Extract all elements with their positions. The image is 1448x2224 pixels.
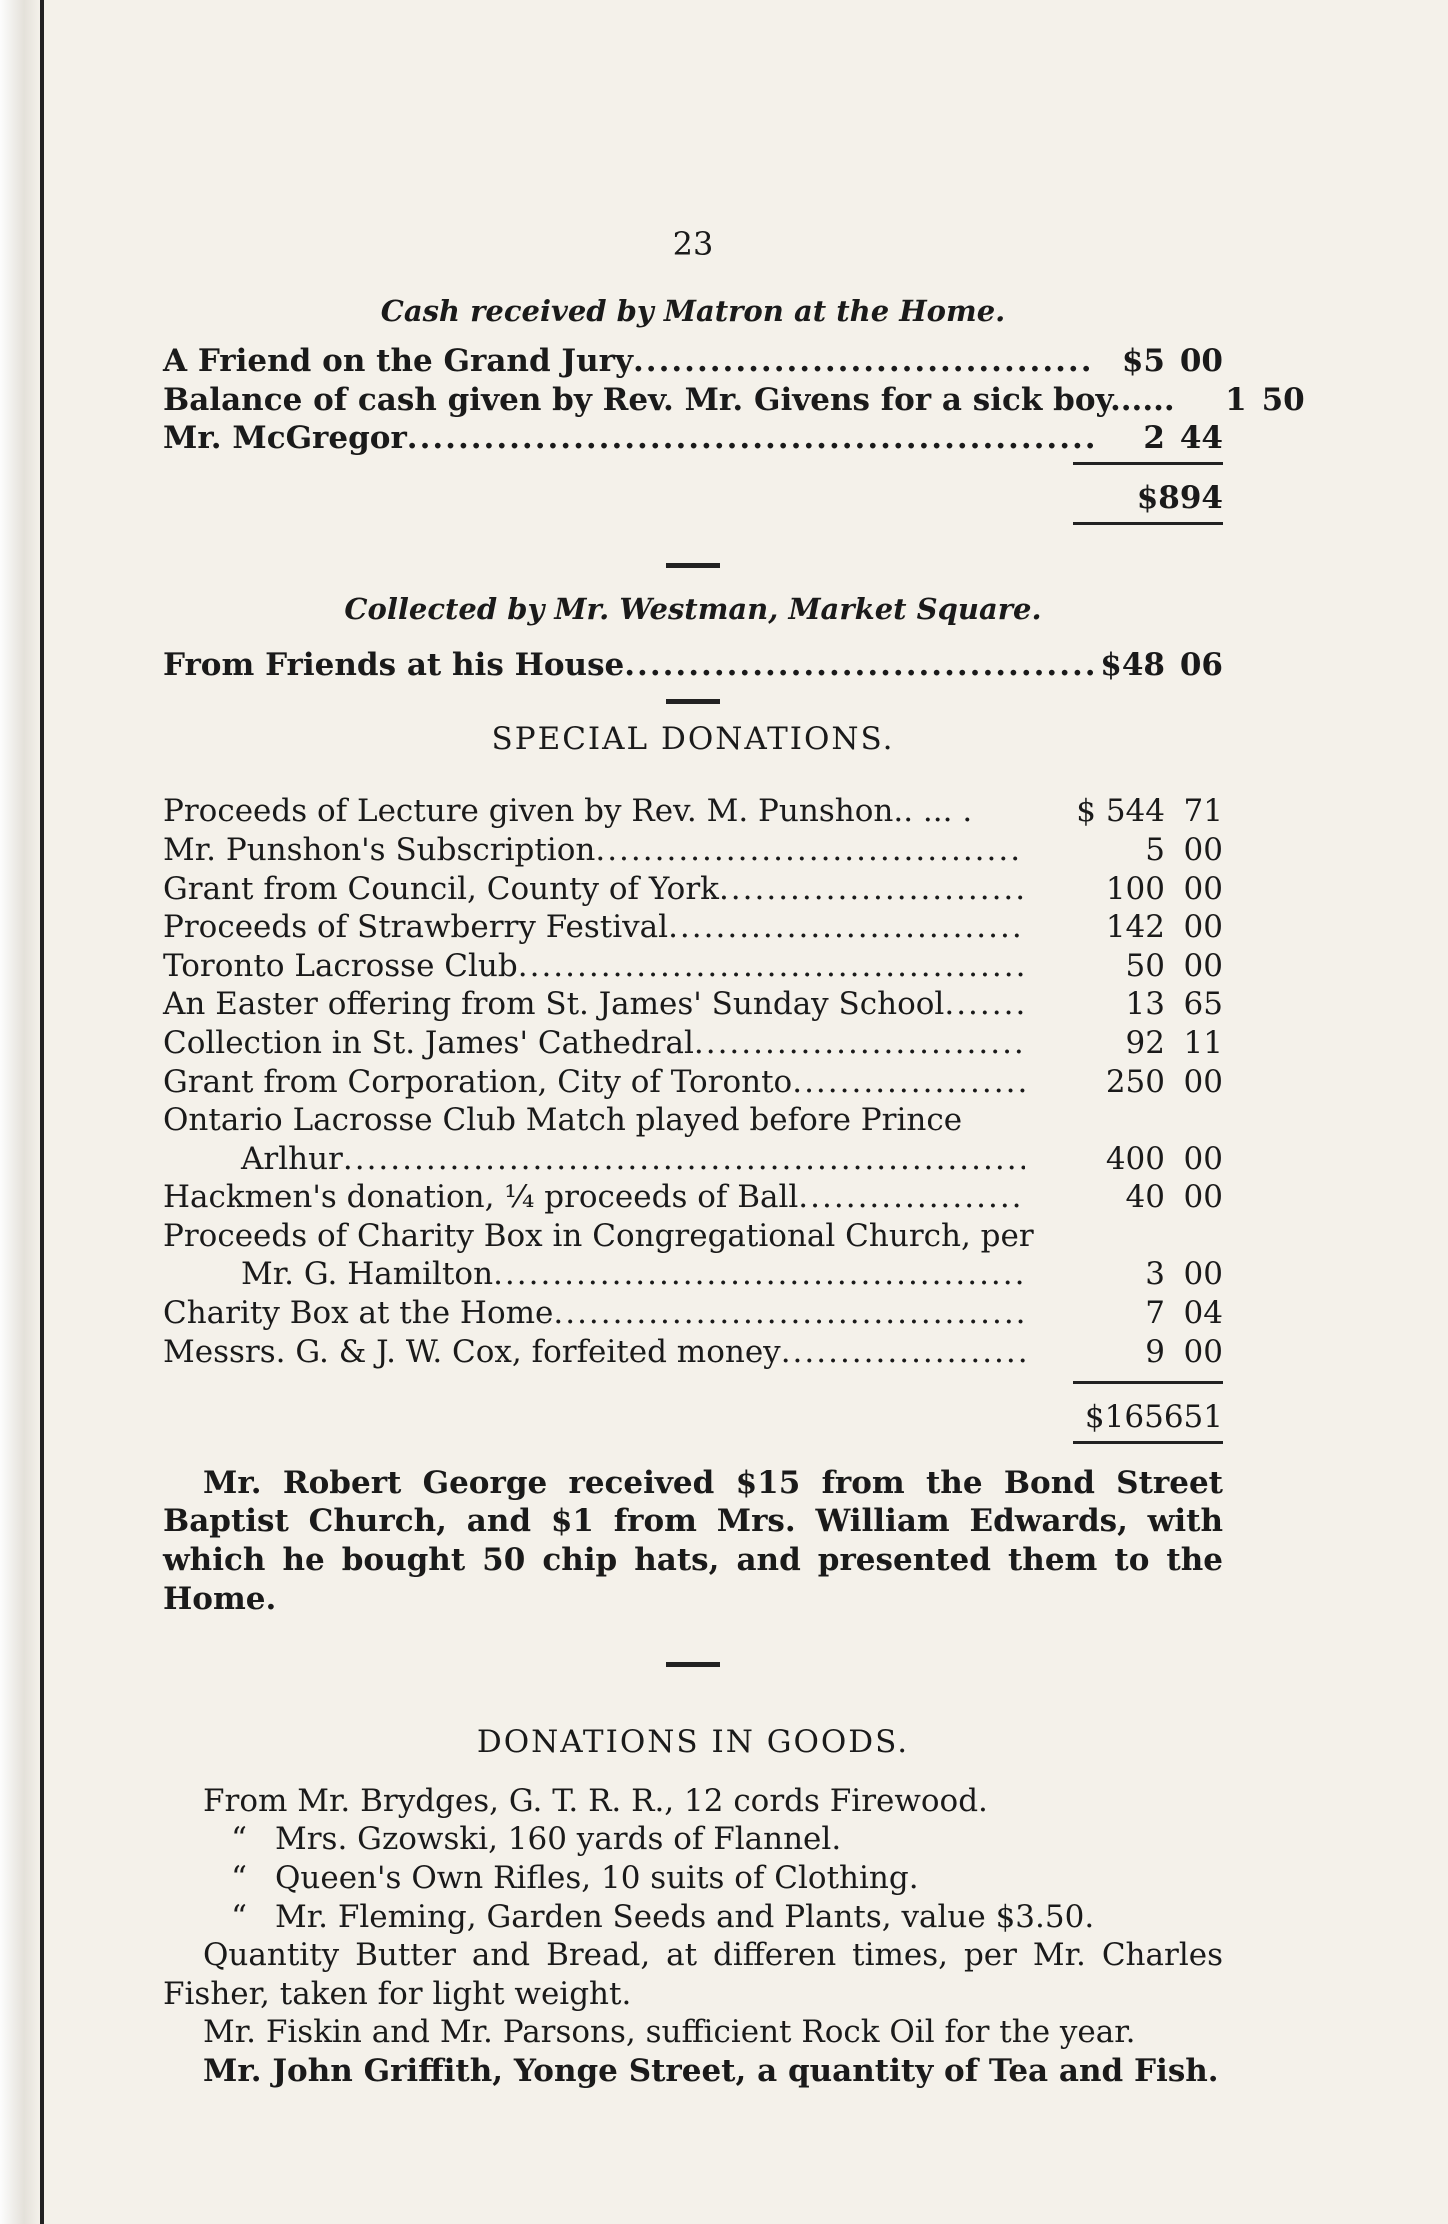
ledger-row bbox=[163, 1140, 1223, 1179]
westman-heading: Collected by Mr. Westman, Market Square. bbox=[344, 591, 1042, 626]
ledger-label: Grant from Council, County of York bbox=[163, 870, 719, 907]
goods-item-text: Queen's Own Rifles, 10 suits of Clothing. bbox=[275, 1860, 919, 1896]
total-rule bbox=[163, 522, 1223, 525]
amount-cents: 50 bbox=[1261, 381, 1305, 418]
ledger-row bbox=[163, 908, 1223, 947]
ledger-row bbox=[163, 381, 1305, 420]
ledger-row bbox=[163, 985, 1223, 1024]
ledger-row bbox=[163, 646, 1223, 685]
ledger-amount bbox=[1025, 792, 1223, 831]
ledger-row bbox=[163, 1101, 1223, 1140]
goods-heading: DONATIONS IN GOODS. bbox=[476, 1724, 910, 1761]
ledger-amount bbox=[1025, 1063, 1223, 1102]
goods-ditto-list bbox=[163, 1820, 1223, 1936]
section-divider bbox=[666, 1662, 720, 1667]
amount-cents: 00 bbox=[1183, 1179, 1223, 1216]
ledger-amount bbox=[1093, 419, 1223, 458]
leader-dots bbox=[792, 1063, 1025, 1102]
total-dollars: $8 bbox=[1136, 479, 1180, 516]
amount-cents: 00 bbox=[1183, 1063, 1223, 1100]
amount-dollars: 1 bbox=[1225, 381, 1247, 418]
ledger-label: An Easter offering from St. James' Sunday School bbox=[163, 986, 945, 1023]
ditto-mark: “ bbox=[231, 1898, 247, 1935]
ledger-label: Collection in St. James' Cathedral bbox=[163, 1024, 694, 1061]
amount-dollars: 9 bbox=[1145, 1333, 1165, 1370]
goods-paragraph: Mr. Fiskin and Mr. Parsons, sufficient Rock Oil for the year. bbox=[203, 2014, 1136, 2051]
goods-paragraph: Quantity Butter and Bread, at differen times, per Mr. Charles Fisher, taken for light weight. bbox=[163, 1937, 1223, 2012]
ledger-row bbox=[163, 1178, 1223, 1217]
amount-cents: 44 bbox=[1179, 420, 1223, 457]
amount-dollars: 92 bbox=[1125, 1024, 1165, 1061]
ledger-row bbox=[163, 1294, 1223, 1333]
amount-dollars: 5 bbox=[1145, 831, 1165, 868]
goods-ditto-line bbox=[203, 1859, 1223, 1898]
ledger-amount bbox=[1025, 1178, 1223, 1217]
ledger-label: A Friend on the Grand Jury bbox=[163, 343, 633, 380]
ledger-amount bbox=[1025, 870, 1223, 909]
amount-dollars: 3 bbox=[1145, 1256, 1165, 1293]
ledger-label: Mr. G. Hamilton bbox=[241, 1256, 494, 1293]
ledger-label: Mr. Punshon's Subscription bbox=[163, 831, 596, 868]
ledger-row bbox=[163, 1255, 1223, 1294]
amount-dollars: 7 bbox=[1145, 1295, 1165, 1332]
leader-dots bbox=[624, 646, 1093, 685]
amount-dollars: 2 bbox=[1143, 420, 1165, 457]
goods-ditto-line bbox=[203, 1820, 1223, 1859]
matron-list bbox=[163, 342, 1305, 524]
amount-dollars: $5 bbox=[1121, 343, 1165, 380]
total-rule bbox=[163, 1381, 1223, 1384]
amount-dollars: 250 bbox=[1105, 1063, 1165, 1100]
ledger-row bbox=[163, 792, 1223, 831]
ledger-amount bbox=[1093, 342, 1223, 381]
amount-cents: 06 bbox=[1179, 647, 1223, 684]
amount-cents: 00 bbox=[1183, 831, 1223, 868]
ledger-label: Balance of cash given by Rev. Mr. Givens for a sick boy...... bbox=[163, 381, 1175, 418]
section-divider bbox=[666, 563, 720, 568]
amount-dollars: $ 544 bbox=[1076, 793, 1165, 830]
amount-dollars: 50 bbox=[1125, 947, 1165, 984]
leader-dots bbox=[595, 831, 1025, 870]
ditto-mark: “ bbox=[231, 1821, 247, 1858]
special-heading: SPECIAL DONATIONS. bbox=[491, 720, 895, 757]
ledger-amount bbox=[1025, 831, 1223, 870]
amount-cents: 71 bbox=[1183, 793, 1223, 830]
ledger-row bbox=[163, 831, 1223, 870]
page-number: 23 bbox=[672, 225, 714, 263]
ledger-label: Ontario Lacrosse Club Match played before Prince bbox=[163, 1102, 963, 1139]
amount-cents: 04 bbox=[1183, 1295, 1223, 1332]
leader-dots bbox=[633, 342, 1093, 381]
ledger-amount bbox=[1093, 646, 1223, 685]
ledger-amount bbox=[1175, 381, 1305, 420]
amount-dollars: 40 bbox=[1125, 1179, 1165, 1216]
ledger-amount bbox=[1025, 1140, 1223, 1179]
ledger-label: From Friends at his House bbox=[163, 647, 625, 684]
amount-cents: 11 bbox=[1183, 1024, 1223, 1061]
matron-heading: Cash received by Matron at the Home. bbox=[380, 293, 1006, 328]
amount-cents: 00 bbox=[1183, 870, 1223, 907]
leader-dots bbox=[798, 1178, 1025, 1217]
ledger-row bbox=[163, 947, 1223, 986]
ledger-label: Messrs. G. & J. W. Cox, forfeited money bbox=[163, 1333, 781, 1370]
amount-cents: 00 bbox=[1183, 1333, 1223, 1370]
leader-dots bbox=[944, 985, 1025, 1024]
ledger-amount bbox=[1025, 1255, 1223, 1294]
ledger-amount bbox=[1025, 1024, 1223, 1063]
ledger-amount bbox=[1025, 908, 1223, 947]
total-cents: 94 bbox=[1179, 479, 1223, 516]
ledger-row bbox=[163, 419, 1223, 458]
ledger-amount bbox=[1025, 985, 1223, 1024]
leader-dots bbox=[668, 908, 1025, 947]
leader-dots bbox=[518, 947, 1025, 986]
ledger-amount bbox=[1025, 947, 1223, 986]
ledger-row bbox=[163, 870, 1223, 909]
ledger-row bbox=[163, 342, 1223, 381]
amount-cents: 00 bbox=[1183, 1140, 1223, 1177]
ledger-row bbox=[163, 1333, 1223, 1372]
leader-dots bbox=[694, 1024, 1025, 1063]
leader-dots bbox=[781, 1333, 1025, 1372]
ledger-label: Arlhur bbox=[241, 1140, 343, 1177]
ledger-label: Proceeds of Charity Box in Congregational Church, per bbox=[163, 1217, 1034, 1254]
leader-dots bbox=[407, 419, 1093, 458]
goods-first: From Mr. Brydges, G. T. R. R., 12 cords Firewood. bbox=[203, 1782, 988, 1819]
leader-dots bbox=[719, 870, 1025, 909]
amount-dollars: 13 bbox=[1125, 986, 1165, 1023]
document-page bbox=[163, 225, 1305, 2091]
ledger-amount bbox=[1025, 1294, 1223, 1333]
total-dollars: $1656 bbox=[1084, 1399, 1184, 1436]
ledger-row bbox=[163, 1217, 1223, 1256]
amount-cents: 00 bbox=[1183, 909, 1223, 946]
amount-dollars: 142 bbox=[1105, 909, 1165, 946]
amount-cents: 00 bbox=[1183, 1256, 1223, 1293]
book-binding-edge bbox=[0, 0, 44, 2224]
ledger-amount bbox=[1025, 1333, 1223, 1372]
ledger-label: Hackmen's donation, ¼ proceeds of Ball bbox=[163, 1179, 799, 1216]
ledger-label: Proceeds of Lecture given by Rev. M. Punshon.. ... . bbox=[163, 793, 973, 830]
ledger-row bbox=[163, 1024, 1223, 1063]
goods-ditto-line bbox=[203, 1898, 1223, 1937]
amount-dollars: 400 bbox=[1105, 1140, 1165, 1177]
matron-total bbox=[163, 479, 1223, 518]
ledger-row bbox=[163, 1063, 1223, 1102]
george-paragraph: Mr. Robert George received $15 from the Bond Street Baptist Church, and $1 from Mrs. William Edwards, with which he bought 50 chip hats, and presented them to the Home. bbox=[163, 1464, 1223, 1617]
ledger-label: Charity Box at the Home bbox=[163, 1295, 554, 1332]
leader-dots bbox=[553, 1294, 1025, 1333]
total-cents: 51 bbox=[1183, 1399, 1223, 1436]
ledger-label: Proceeds of Strawberry Festival bbox=[163, 909, 669, 946]
ledger-label: Mr. McGregor bbox=[163, 420, 407, 457]
ledger-label: Toronto Lacrosse Club bbox=[163, 947, 518, 984]
section-divider bbox=[666, 699, 720, 704]
goods-paragraph: Mr. John Griffith, Yonge Street, a quantity of Tea and Fish. bbox=[203, 2052, 1219, 2089]
leader-dots bbox=[343, 1140, 1025, 1179]
amount-dollars: $48 bbox=[1100, 647, 1165, 684]
amount-cents: 00 bbox=[1179, 343, 1223, 380]
goods-item-text: Mrs. Gzowski, 160 yards of Flannel. bbox=[275, 1821, 842, 1858]
amount-cents: 65 bbox=[1183, 986, 1223, 1023]
ditto-mark: “ bbox=[231, 1860, 247, 1896]
amount-dollars: 100 bbox=[1105, 870, 1165, 907]
goods-paragraphs bbox=[163, 1936, 1223, 2090]
ledger-label: Grant from Corporation, City of Toronto bbox=[163, 1063, 793, 1100]
goods-item-text: Mr. Fleming, Garden Seeds and Plants, value $3.50. bbox=[275, 1898, 1095, 1935]
special-total bbox=[163, 1398, 1223, 1437]
special-list bbox=[163, 792, 1223, 1371]
amount-cents: 00 bbox=[1183, 947, 1223, 984]
leader-dots bbox=[493, 1255, 1025, 1294]
total-rule bbox=[163, 462, 1223, 465]
total-rule bbox=[163, 1441, 1223, 1444]
